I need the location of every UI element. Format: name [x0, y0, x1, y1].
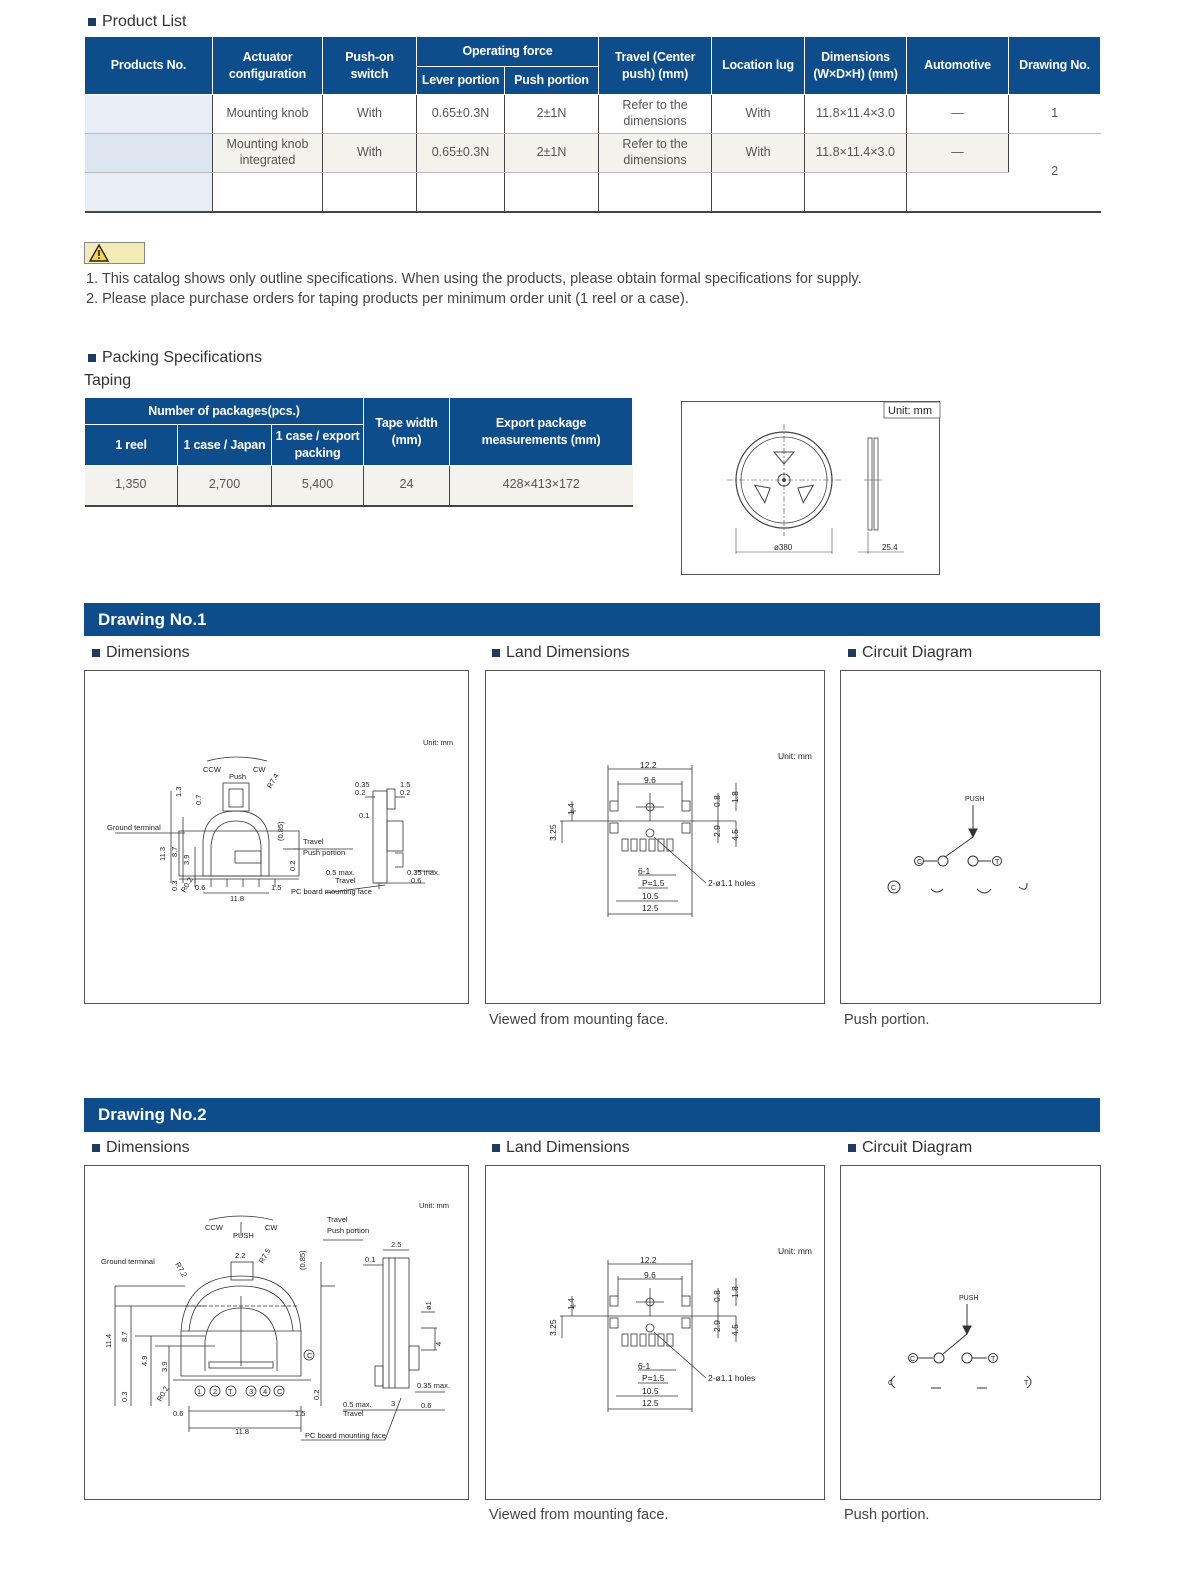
svg-text:PC board mounting face: PC board mounting face [305, 1431, 386, 1440]
svg-text:C: C [277, 1387, 283, 1396]
drawing1-circuit-caption: Push portion. [844, 1012, 930, 1028]
svg-text:CW: CW [265, 1223, 278, 1232]
svg-text:0.35 max.: 0.35 max. [417, 1381, 450, 1390]
drawing1-circuit-heading: Circuit Diagram [848, 644, 972, 662]
svg-text:4.5: 4.5 [730, 1324, 740, 1336]
svg-text:4: 4 [434, 1341, 443, 1346]
col-push-switch: Push-on switch [323, 37, 417, 95]
svg-text:0.8: 0.8 [712, 795, 722, 807]
svg-text:1.5: 1.5 [295, 1409, 306, 1418]
svg-text:2: 2 [213, 1387, 218, 1396]
packing-heading: Packing Specifications [88, 349, 262, 367]
svg-text:2.5: 2.5 [391, 1240, 402, 1249]
drawing2-dimensions-heading: Dimensions [92, 1139, 190, 1157]
svg-text:R7.2: R7.2 [173, 1260, 189, 1279]
svg-text:1.4: 1.4 [566, 803, 576, 815]
svg-text:12.2: 12.2 [640, 760, 657, 770]
svg-text:11.3: 11.3 [158, 846, 167, 861]
drawing2-dimensions-box [84, 1165, 469, 1500]
svg-text:10.5: 10.5 [642, 891, 659, 901]
svg-text:2-ø1.1 holes: 2-ø1.1 holes [708, 878, 756, 888]
drawing2-land-heading: Land Dimensions [492, 1139, 630, 1157]
svg-text:ø1: ø1 [424, 1301, 433, 1310]
drawing1-dimensions-heading: Dimensions [92, 644, 190, 662]
svg-text:0.1: 0.1 [359, 811, 370, 820]
drawing2-title-bar: Drawing No.2 [84, 1098, 1100, 1132]
svg-text:3: 3 [249, 1387, 254, 1396]
svg-text:3.9: 3.9 [182, 854, 191, 865]
svg-text:C: C [888, 1380, 894, 1387]
svg-text:11.8: 11.8 [230, 894, 245, 903]
col-products-no: Products No. [85, 37, 213, 95]
svg-text:4.5: 4.5 [730, 829, 740, 841]
svg-text:CW: CW [253, 765, 266, 774]
svg-text:PUSH: PUSH [965, 796, 985, 803]
svg-text:Unit: mm: Unit: mm [778, 751, 812, 761]
svg-text:0.2: 0.2 [400, 788, 411, 797]
svg-text:1.8: 1.8 [730, 791, 740, 803]
svg-text:1.5: 1.5 [271, 883, 282, 892]
svg-text:Unit: mm: Unit: mm [888, 405, 932, 417]
svg-text:0.7: 0.7 [194, 794, 203, 805]
svg-text:P=1.5: P=1.5 [642, 1373, 665, 1383]
svg-text:0.2: 0.2 [355, 788, 366, 797]
table-row [85, 173, 1101, 212]
warning-icon [88, 243, 110, 263]
svg-text:12.2: 12.2 [640, 1255, 657, 1265]
svg-text:1.5: 1.5 [400, 780, 411, 789]
warning-badge [84, 242, 145, 264]
drawing2-land-caption: Viewed from mounting face. [489, 1507, 669, 1523]
svg-text:2.2: 2.2 [235, 1251, 246, 1260]
svg-text:Ground terminal: Ground terminal [107, 823, 161, 832]
drawing1-circuit-svg [841, 671, 1102, 1005]
svg-text:1.8: 1.8 [730, 1286, 740, 1298]
svg-text:Push portion: Push portion [303, 848, 346, 857]
col-push-portion: Push portion [505, 67, 599, 95]
drawing2-dimensions-svg [85, 1166, 470, 1501]
svg-text:4.9: 4.9 [140, 1355, 149, 1366]
svg-text:0.2: 0.2 [312, 1389, 321, 1400]
svg-text:9.6: 9.6 [644, 1270, 656, 1280]
packing-table: Number of packages(pcs.) Tape width (mm) Export package measurements (mm) 1 reel 1 case / Japan 1 case / export packing 1,350 2,700 5,400 24 428×413×172 [84, 397, 633, 507]
drawing2-circuit-heading: Circuit Diagram [848, 1139, 972, 1157]
svg-text:2.9: 2.9 [712, 825, 722, 837]
svg-text:CCW: CCW [203, 765, 221, 774]
svg-text:25.4: 25.4 [882, 543, 898, 552]
svg-text:Push: Push [229, 772, 247, 781]
drawing2-circuit-caption: Push portion. [844, 1507, 930, 1523]
svg-text:3.25: 3.25 [548, 1319, 558, 1336]
svg-text:3: 3 [391, 1399, 396, 1408]
col-drawing-no: Drawing No. [1009, 37, 1101, 95]
svg-text:12.5: 12.5 [642, 1398, 659, 1408]
table-row: Mounting knob integrated With 0.65±0.3N 2±1N Refer to the dimensions With 11.8×11.4×3.0 — 2 [85, 134, 1101, 173]
svg-text:3.9: 3.9 [160, 1361, 169, 1372]
drawing1-land-svg [486, 671, 826, 1005]
drawing2-land-box [485, 1165, 825, 1500]
svg-text:Travel: Travel [335, 876, 356, 885]
svg-text:R7.5: R7.5 [256, 1246, 273, 1265]
col-lever-portion: Lever portion [417, 67, 505, 95]
svg-text:0.8: 0.8 [712, 1290, 722, 1302]
drawing1-dimensions-svg [85, 671, 470, 1005]
svg-text:1.4: 1.4 [566, 1298, 576, 1310]
product-list-heading: Product List [88, 13, 186, 31]
svg-text:9.6: 9.6 [644, 775, 656, 785]
col-location-lug: Location lug [712, 37, 805, 95]
svg-text:0.2: 0.2 [288, 860, 297, 871]
svg-text:R0.2: R0.2 [178, 875, 195, 894]
table-row: Mounting knob With 0.65±0.3N 2±1N Refer to the dimensions With 11.8×11.4×3.0 — 1 [85, 95, 1101, 134]
col-dimensions: Dimensions (W×D×H) (mm) [805, 37, 907, 95]
svg-text:Travel: Travel [343, 1409, 364, 1418]
svg-text:6-1: 6-1 [638, 1361, 651, 1371]
drawing2-circuit-box [840, 1165, 1101, 1500]
svg-text:PUSH: PUSH [959, 1295, 979, 1302]
svg-text:R7.4: R7.4 [264, 771, 281, 790]
svg-text:8.7: 8.7 [170, 846, 179, 857]
reel-drawing [681, 401, 940, 575]
svg-text:(0.85): (0.85) [276, 821, 285, 841]
svg-text:Travel: Travel [303, 837, 324, 846]
drawing2-land-svg [486, 1166, 826, 1501]
svg-text:6-1: 6-1 [638, 866, 651, 876]
svg-text:T: T [1024, 1380, 1029, 1387]
table-row: 1,350 2,700 5,400 24 428×413×172 [85, 466, 633, 506]
svg-text:T: T [991, 1356, 996, 1363]
col-automotive: Automotive [907, 37, 1009, 95]
svg-text:(0.85): (0.85) [298, 1250, 307, 1270]
svg-text:11.8: 11.8 [235, 1427, 250, 1436]
svg-text:4: 4 [263, 1387, 268, 1396]
svg-text:8.7: 8.7 [120, 1331, 129, 1342]
svg-text:ø380: ø380 [774, 543, 793, 552]
col-actuator: Actuator configuration [213, 37, 323, 95]
svg-text:P=1.5: P=1.5 [642, 878, 665, 888]
svg-text:Unit: mm: Unit: mm [778, 1246, 812, 1256]
svg-text:CCW: CCW [205, 1223, 223, 1232]
svg-text:0.6: 0.6 [411, 876, 422, 885]
svg-text:C: C [910, 1356, 916, 1363]
svg-text:2-ø1.1 holes: 2-ø1.1 holes [708, 1373, 756, 1383]
svg-text:C: C [891, 885, 897, 892]
reel-svg [682, 402, 941, 576]
drawing1-circuit-box [840, 670, 1101, 1004]
svg-text:1: 1 [197, 1387, 202, 1396]
svg-text:Ground terminal: Ground terminal [101, 1257, 155, 1266]
svg-text:0.1: 0.1 [365, 1255, 376, 1264]
svg-text:10.5: 10.5 [642, 1386, 659, 1396]
drawing2-circuit-svg [841, 1166, 1102, 1501]
svg-text:1.3: 1.3 [174, 786, 183, 797]
svg-text:PUSH: PUSH [233, 1231, 254, 1240]
svg-text:0.3: 0.3 [120, 1391, 129, 1402]
svg-text:0.35: 0.35 [355, 780, 370, 789]
drawing1-land-caption: Viewed from mounting face. [489, 1012, 669, 1028]
svg-text:2.9: 2.9 [712, 1320, 722, 1332]
svg-text:Travel: Travel [327, 1215, 348, 1224]
svg-text:C: C [307, 1351, 313, 1360]
svg-text:0.3: 0.3 [170, 880, 179, 891]
col-travel: Travel (Center push) (mm) [599, 37, 712, 95]
svg-text:C: C [917, 859, 923, 866]
svg-text:0.5 max.: 0.5 max. [326, 868, 355, 877]
svg-text:3.25: 3.25 [548, 824, 558, 841]
svg-text:0.6: 0.6 [195, 883, 206, 892]
product-list-table [84, 36, 1101, 213]
svg-text:12.5: 12.5 [642, 903, 659, 913]
drawing1-land-heading: Land Dimensions [492, 644, 630, 662]
svg-text:T: T [995, 859, 1000, 866]
svg-text:0.6: 0.6 [421, 1401, 432, 1410]
svg-text:Push portion: Push portion [327, 1226, 370, 1235]
svg-text:T: T [228, 1387, 233, 1396]
col-operating-force: Operating force [417, 37, 599, 67]
svg-text:Unit: mm: Unit: mm [419, 1201, 449, 1210]
svg-text:0.6: 0.6 [173, 1409, 184, 1418]
svg-text:0.5 max.: 0.5 max. [343, 1400, 372, 1409]
drawing1-title-bar: Drawing No.1 [84, 603, 1100, 636]
svg-text:R0.2: R0.2 [154, 1384, 171, 1403]
svg-text:PC board mounting face: PC board mounting face [291, 887, 372, 896]
svg-text:11.4: 11.4 [104, 1333, 113, 1348]
taping-subheading: Taping [84, 372, 132, 389]
svg-text:0.35 max.: 0.35 max. [407, 868, 440, 877]
drawing1-land-box [485, 670, 825, 1004]
notes: 1. This catalog shows only outline specifications. When using the products, please obtain formal specifications for supply. 2. Please place purchase orders for taping products per minimum order unit (1 reel or a case). [86, 271, 862, 307]
drawing1-dimensions-box [84, 670, 469, 1004]
svg-text:Unit: mm: Unit: mm [423, 738, 453, 747]
